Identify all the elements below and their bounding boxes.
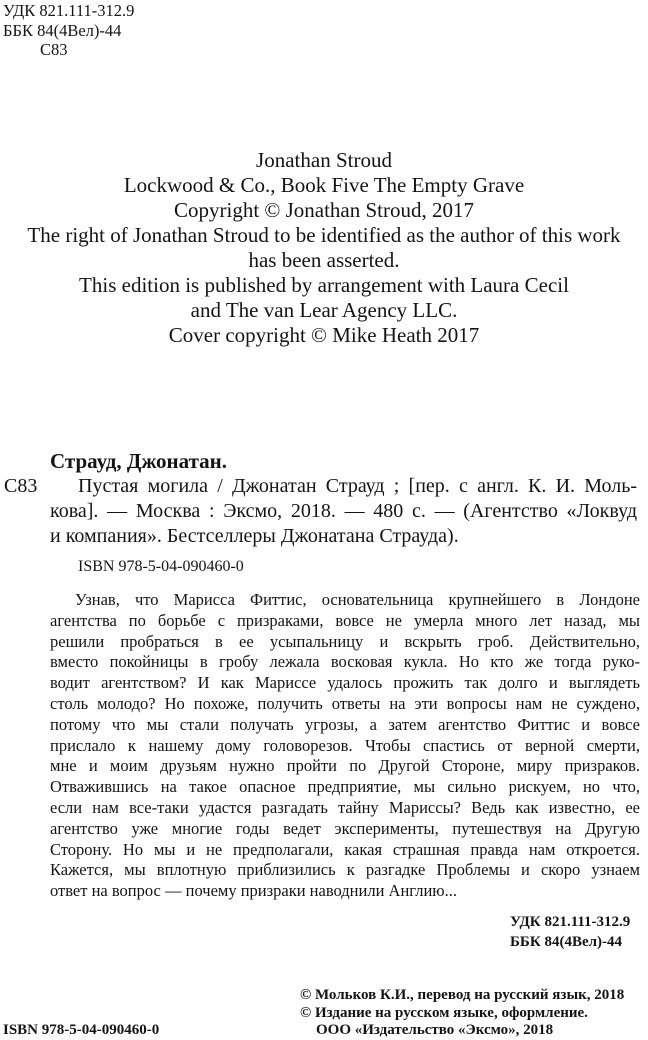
credit-line: Cover copyright © Mike Heath 2017 [168,323,480,347]
annotation-line: прислало к нашему дому головорезов. Чтобы спастись от верной смерти, [50,735,640,755]
annotation-line: агентство уже многие годы ведет эксперименты, путешествуя на Другую [50,818,640,838]
footer-isbn: ISBN 978-5-04-090460-0 [3,1022,160,1038]
credit-line: The right of Jonathan Stroud to be identified as the author of this work [27,223,621,247]
annotation-paragraph [50,590,640,902]
credit-line: and The van Lear Agency LLC. [190,298,458,322]
annotation-line: мне и моим друзьям нужно пройти по Другой Стороне, миру призраков. [50,756,640,776]
footer-copyright [300,987,624,1040]
bbk-code: ББК 84(4Вел)-44 [3,20,122,40]
credit-line: has been asserted. [248,248,400,272]
credit-line: Jonathan Stroud [256,148,392,172]
copyright-line: ООО «Издательство «Эксмо», 2018 [316,1022,554,1038]
copyright-line: © Мольков К.И., перевод на русский язык, 2018 [300,987,625,1003]
annotation-line: потому что мы стали получать угрозы, а затем агентство Фиттис и вовсе [50,714,640,734]
annotation-line: вместо покойницы в гробу лежала восковая кукла. Но кто же тогда руко- [50,652,640,672]
description-line: Пустая могила / Джонатан Страуд ; [пер. с англ. К. И. Моль- [78,475,637,497]
bibliographic-isbn: ISBN 978-5-04-090460-0 [78,558,244,575]
credit-line: Copyright © Jonathan Stroud, 2017 [173,198,475,222]
description-line: и компания». Бестселлеры Джонатана Страуда). [50,525,459,547]
credit-line: This edition is published by arrangement with Laura Cecil [79,273,569,297]
credit-line: Lockwood & Co., Book Five The Empty Grave [123,173,525,197]
annotation-line: Узнав, что Марисса Фиттис, основательница крупнейшего в Лондоне [75,590,640,609]
annotation-line: Кажется, мы вплотную приблизились к разгадке Проблемы и скоро узнаем [50,860,640,880]
bibliographic-author-sign: С83 [4,475,38,497]
annotation-line: решили пробраться в ее усыпальницу и вскрыть гроб. Действительно, [50,631,640,651]
original-edition-credits [0,148,648,348]
udk-code: УДК 821.111-312.9 [3,1,135,20]
annotation-line: водит агентством? И как Мариссе удалось прожить так долго и выглядеть [50,673,640,693]
copyright-line: © Издание на русском языке, оформление. [300,1004,588,1021]
classification-block [3,1,134,60]
description-line: кова]. — Москва : Эксмо, 2018. — 480 с. — (Агентство «Локвуд [50,500,637,522]
bibliographic-description [50,474,637,549]
annotation-line: столь молодо? Но похоже, получить ответы на эти вопросы нам не суждено, [50,693,640,713]
footer-bbk-code: ББК 84(4Вел)-44 [510,934,623,950]
annotation-line: если нам все-таки удастся разгадать тайну Мариссы? Ведь как известно, ее [50,797,640,817]
annotation-line: Сторону. Но мы и не предполагали, какая страшная правда нам откроется. [50,839,640,859]
footer-classification [510,912,630,952]
footer-udk-code: УДК 821.111-312.9 [510,914,631,930]
annotation-line: ответ на вопрос — почему призраки наводнили Англию... [50,881,457,901]
annotation-line: Отважившись на такое опасное предприятие, мы сильно рискуем, но что, [50,777,640,797]
author-sign: С83 [40,40,68,59]
bibliographic-heading: Страуд, Джонатан. [50,449,228,473]
annotation-line: агентства по борьбе с призраками, вовсе не умерла много лет назад, мы [50,610,640,630]
